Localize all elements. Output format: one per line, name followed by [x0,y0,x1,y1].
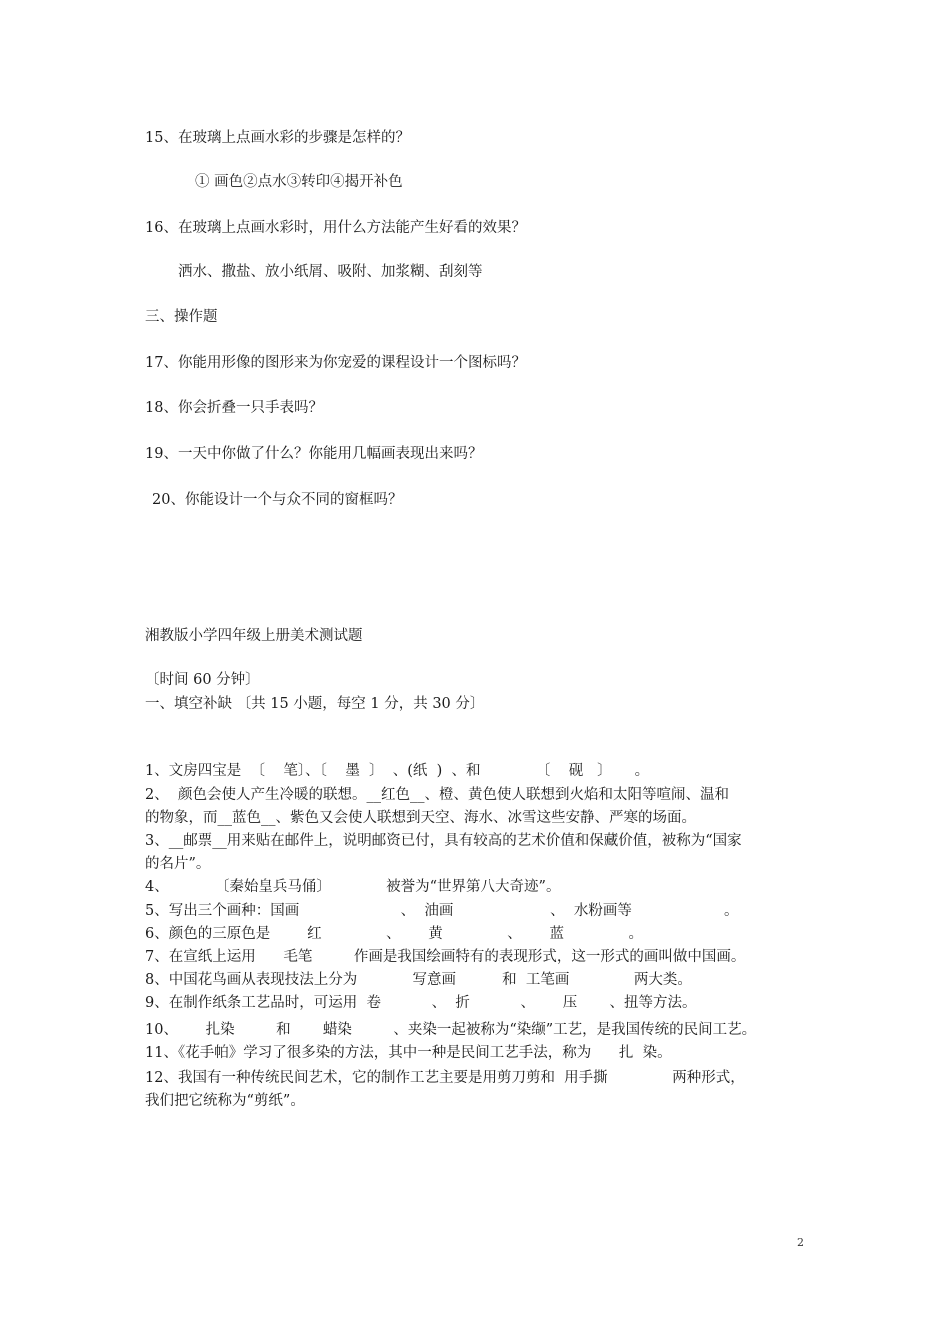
section-heading-fill-blanks: 一、填空补缺 〔共 15 小题，每空 1 分，共 30 分〕 [145,696,485,712]
fill-item-line: 的名片”。 [145,856,211,872]
fill-item-line: 的物象，而__蓝色__、紫色又会使人联想到天空、海水、冰雪这些安静、严寒的场面。 [145,810,696,826]
question-20: 20、你能设计一个与众不同的窗框吗？ [152,492,403,508]
test-title: 湘教版小学四年级上册美术测试题 [145,628,363,644]
question-17: 17、你能用形像的图形来为你宠爱的课程设计一个图标吗？ [145,355,526,371]
answer-16: 洒水、撒盐、放小纸屑、吸附、加浆糊、刮刻等 [178,264,483,280]
fill-item-line: 4、 〔秦始皇兵马俑〕 被誉为“世界第八大奇迹”。 [145,879,561,895]
question-16: 16、在玻璃上点画水彩时，用什么方法能产生好看的效果？ [145,220,526,236]
page-number: 2 [797,1236,804,1249]
fill-item-line: 8、中国花鸟画从表现技法上分为 写意画 和 工笔画 两大类。 [145,972,692,988]
fill-item-line: 2、 颜色会使人产生冷暖的联想。__红色__、橙、黄色使人联想到火焰和太阳等喧闹、温和 [145,787,729,803]
answer-15: ① 画色②点水③转印④揭开补色 [195,174,403,190]
fill-item-line: 我们把它统称为“剪纸”。 [145,1093,305,1109]
question-19: 19、一天中你做了什么？你能用几幅画表现出来吗？ [145,446,483,462]
fill-item-line: 12、我国有一种传统民间艺术，它的制作工艺主要是用剪刀剪和 用手撕 两种形式， [145,1070,745,1086]
fill-item-line: 11、《花手帕》学习了很多染的方法，其中一种是民间工艺手法，称为 扎 染。 [145,1045,672,1061]
fill-item-line: 7、在宣纸上运用 毛笔 作画是我国绘画特有的表现形式，这一形式的画叫做中国画。 [145,949,746,965]
fill-item-line: 5、写出三个画种：国画 、 油画 、 水粉画等 。 [145,903,739,919]
fill-item-line: 6、颜色的三原色是 红 、 黄 、 蓝 。 [145,926,643,942]
fill-item-line: 10、 扎染 和 蜡染 、夹染一起被称为“染缬”工艺，是我国传统的民间工艺。 [145,1022,757,1038]
question-15: 15、在玻璃上点画水彩的步骤是怎样的？ [145,130,410,146]
question-18: 18、你会折叠一只手表吗？ [145,400,323,416]
section-heading-operations: 三、操作题 [145,309,218,325]
test-time: 〔时间 60 分钟〕 [145,672,260,688]
fill-item-line: 1、文房四宝是 〔 笔〕、〔 墨 〕 、(纸 ) 、和 〔 砚 〕 。 [145,763,650,779]
fill-item-line: 9、在制作纸条工艺品时，可运用 卷 、 折 、 压 、扭等方法。 [145,995,697,1011]
fill-item-line: 3、__邮票__用来贴在邮件上，说明邮资已付，具有较高的艺术价值和保藏价值，被称为“国家 [145,833,742,849]
